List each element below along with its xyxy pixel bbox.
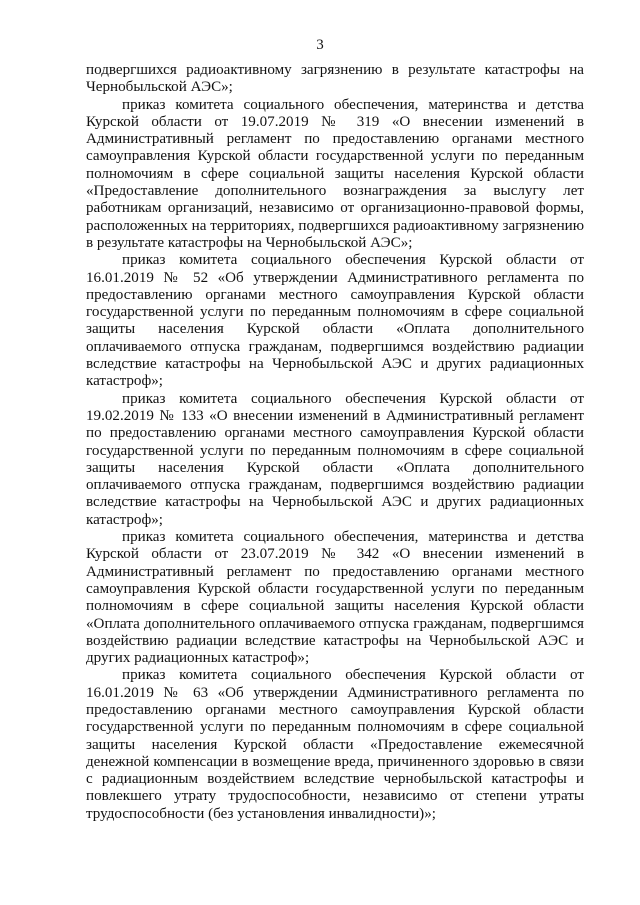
- paragraph-3: приказ комитета социального обеспечения Курской области от 16.01.2019 № 52 «Об утверждении Административного регламента по предоставлению органами местного самоуправления Курской области государственной услуги по переданным полномочиям в сфере социальной защиты населения Курской области «Оплата дополнительного оплачиваемого отпуска гражданам, подвергшимся воздействию радиации вследствие катастрофы на Чернобыльской АЭС и других радиационных катастроф»;: [86, 252, 584, 390]
- page-number: 3: [316, 37, 324, 53]
- paragraph-6: приказ комитета социального обеспечения Курской области от 16.01.2019 № 63 «Об утверждении Административного регламента по предоставлению органами местного самоуправления Курской области государственной услуги по переданным полномочиям в сфере социальной защиты населения Курской области «Предоставление ежемесячной денежной компенсации в возмещение вреда, причиненного здоровью в связи с радиационным воздействием вследствие чернобыльской катастрофы и повлекшего утрату трудоспособности, независимо от степени утраты трудоспособности (без установления инвалидности)»;: [86, 667, 584, 822]
- paragraph-2: приказ комитета социального обеспечения, материнства и детства Курской области от 19.07.2019 № 319 «О внесении изменений в Административный регламент по предоставлению органами местного самоуправления Курской области государственной услуги по переданным полномочиям в сфере социальной защиты населения Курской области «Предоставление дополнительного вознаграждения за выслугу лет работникам организаций, независимо от организационно-правовой формы, расположенных на территориях, подвергшихся радиоактивному загрязнению в результате катастрофы на Чернобыльской АЭС»;: [86, 96, 584, 251]
- paragraph-1: подвергшихся радиоактивному загрязнению в результате катастрофы на Чернобыльской АЭС»;: [86, 62, 584, 96]
- paragraph-5: приказ комитета социального обеспечения, материнства и детства Курской области от 23.07.2019 № 342 «О внесении изменений в Административный регламент по предоставлению органами местного самоуправления Курской области государственной услуги по переданным полномочиям в сфере социальной защиты населения Курской области «Оплата дополнительного оплачиваемого отпуска гражданам, подвергшимся воздействию радиации вследствие катастрофы на Чернобыльской АЭС и других радиационных катастроф»;: [86, 529, 584, 667]
- paragraph-4: приказ комитета социального обеспечения Курской области от 19.02.2019 № 133 «О внесении изменений в Административный регламент по предоставлению органами местного самоуправления Курской области государственной услуги по переданным полномочиям в сфере социальной защиты населения Курской области «Оплата дополнительного оплачиваемого отпуска гражданам, подвергшимся воздействию радиации вследствие катастрофы на Чернобыльской АЭС и других радиационных катастроф»;: [86, 390, 584, 528]
- document-body: [86, 62, 584, 823]
